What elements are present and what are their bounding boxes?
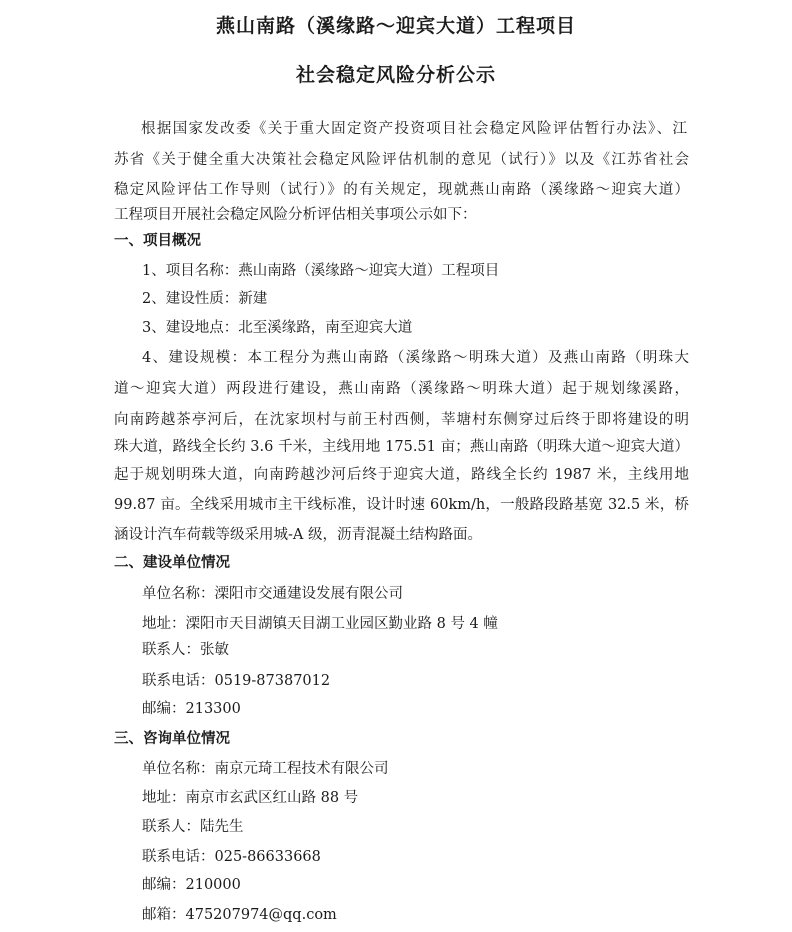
- construction-unit-postcode: 邮编：213300: [142, 701, 241, 717]
- consulting-unit-address: 地址：南京市玄武区红山路 88 号: [142, 790, 359, 806]
- scale-line-5: 起于规划明珠大道，向南跨越沙河后终于迎宾大道，路线全长约 1987 米，主线用地: [114, 467, 689, 483]
- scale-line-7: 涵设计汽车荷载等级采用城-A 级，沥青混凝土结构路面。: [114, 527, 482, 543]
- document-subtitle: 社会稳定风险分析公示: [295, 64, 496, 86]
- section-heading-construction-unit: 二、建设单位情况: [114, 555, 230, 571]
- construction-unit-address: 地址：溧阳市天目湖镇天目湖工业园区勤业路 8 号 4 幢: [142, 616, 498, 632]
- document-title: 燕山南路（溪缘路～迎宾大道）工程项目: [215, 15, 576, 37]
- section-heading-consulting-unit: 三、咨询单位情况: [114, 731, 230, 747]
- construction-unit-phone: 联系电话：0519-87387012: [142, 673, 331, 689]
- construction-location: 3、建设地点：北至溪缘路，南至迎宾大道: [142, 320, 413, 336]
- construction-nature: 2、建设性质：新建: [142, 291, 268, 307]
- construction-unit-name: 单位名称：溧阳市交通建设发展有限公司: [142, 586, 403, 602]
- consulting-unit-email: 邮箱：475207974@qq.com: [142, 907, 337, 923]
- intro-line-2: 苏省《关于健全重大决策社会稳定风险评估机制的意见（试行）》以及《江苏省社会: [114, 152, 689, 168]
- intro-line-4: 工程项目开展社会稳定风险分析评估相关事项公示如下：: [114, 207, 477, 223]
- consulting-unit-phone: 联系电话：025-86633668: [142, 849, 321, 865]
- section-heading-project-overview: 一、项目概况: [114, 233, 201, 249]
- scale-line-6: 99.87 亩。全线采用城市主干线标准，设计时速 60km/h，一般路段路基宽 32.5 米，桥: [114, 497, 689, 513]
- construction-unit-contact: 联系人：张敏: [142, 642, 229, 658]
- scale-line-4: 珠大道，路线全长约 3.6 千米，主线用地 175.51 亩；燕山南路（明珠大道～迎宾大道）: [114, 439, 689, 455]
- project-name: 1、项目名称：燕山南路（溪缘路～迎宾大道）工程项目: [142, 263, 500, 279]
- intro-line-3: 稳定风险评估工作导则（试行）》的有关规定，现就燕山南路（溪缘路～迎宾大道）: [114, 182, 689, 198]
- consulting-unit-postcode: 邮编：210000: [142, 877, 241, 893]
- scale-line-2: 道～迎宾大道）两段进行建设，燕山南路（溪缘路～明珠大道）起于规划缘溪路，: [114, 381, 689, 397]
- consulting-unit-contact: 联系人：陆先生: [142, 819, 244, 835]
- consulting-unit-name: 单位名称：南京元琦工程技术有限公司: [142, 761, 389, 777]
- scale-line-1: 4、建设规模：本工程分为燕山南路（溪缘路～明珠大道）及燕山南路（明珠大: [142, 350, 689, 366]
- scale-line-3: 向南跨越茶亭河后，在沈家坝村与前王村西侧，莘塘村东侧穿过后终于即将建设的明: [114, 412, 689, 428]
- intro-line-1: 根据国家发改委《关于重大固定资产投资项目社会稳定风险评估暂行办法》、江: [141, 121, 687, 137]
